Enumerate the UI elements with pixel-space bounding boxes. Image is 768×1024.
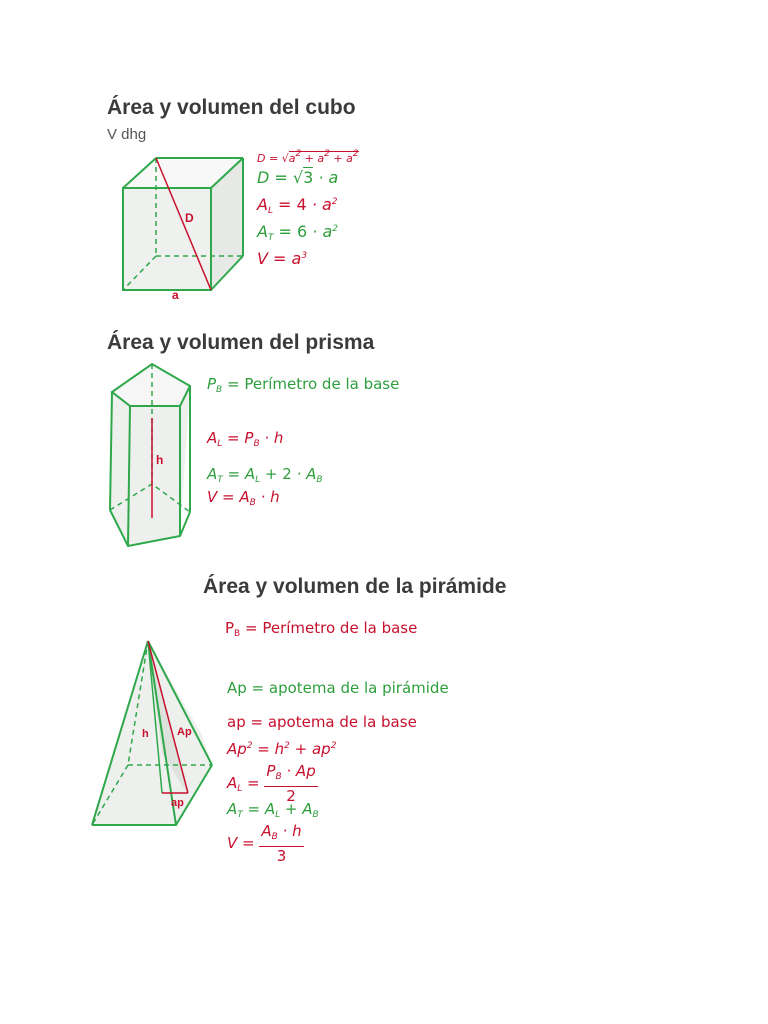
- pyramid-perimeter-text: = Perímetro de la base: [245, 619, 418, 637]
- prism-formula-perimeter: $P_B$ = Perímetro de la base: [207, 375, 400, 395]
- pyramid-title: Área y volumen de la pirámide: [203, 575, 507, 598]
- pyramid-formula-lateral-area: $A_L$ = $\frac{P_B \cdot Ap}{2}$: [227, 762, 316, 805]
- cube-formula-volume: $V = a^3$: [257, 249, 308, 268]
- cube-figure: [115, 150, 255, 305]
- prism-figure: [100, 360, 200, 555]
- pyramid-label-Ap: Ap: [177, 726, 192, 738]
- prism-perimeter-text: = Perímetro de la base: [227, 375, 400, 393]
- pyramid-formula-volume: V = $\frac{A_B \cdot h}{3}$: [227, 822, 302, 865]
- pyramid-formula-perimeter: $P_B$ = Perímetro de la base: [225, 619, 418, 639]
- pyramid-label-h: h: [142, 728, 149, 740]
- cube-formula-total-area: $A_T = 6 \cdot a^2$: [257, 222, 339, 243]
- prism-formula-volume: $V = A_B \cdot h$: [207, 488, 280, 508]
- cube-title: Área y volumen del cubo: [107, 96, 356, 119]
- prism-formula-total-area: $A_T = A_L + 2 \cdot A_B$: [207, 465, 323, 485]
- prism-title: Área y volumen del prisma: [107, 331, 375, 354]
- pyramid-label-ap: ap: [171, 797, 184, 809]
- pyramid-figure: [88, 635, 218, 835]
- cube-label-D: D: [185, 211, 194, 225]
- prism-formula-lateral-area: $A_L = P_B \cdot h$: [207, 429, 284, 449]
- pyramid-apothem-pyramid-def: Ap = apotema de la pirámide: [227, 679, 449, 697]
- pyramid-formula-total-area: $A_T = A_L + A_B$: [227, 800, 319, 820]
- cube-formula-diagonal: D = √3 · a: [257, 168, 339, 187]
- cube-label-a: a: [172, 288, 179, 302]
- cube-formula-diagonal-root: $D = √a^2 + a^2 + a^2$: [257, 149, 359, 165]
- cube-subtitle: V dhg: [107, 126, 147, 143]
- prism-label-h: h: [156, 453, 164, 467]
- pyramid-apothem-base-def: ap = apotema de la base: [227, 713, 417, 731]
- cube-formula-lateral-area: $A_L = 4 \cdot a^2$: [257, 195, 338, 216]
- pyramid-formula-pythagoras: $Ap^2 = h^2 + ap^2$: [227, 740, 337, 758]
